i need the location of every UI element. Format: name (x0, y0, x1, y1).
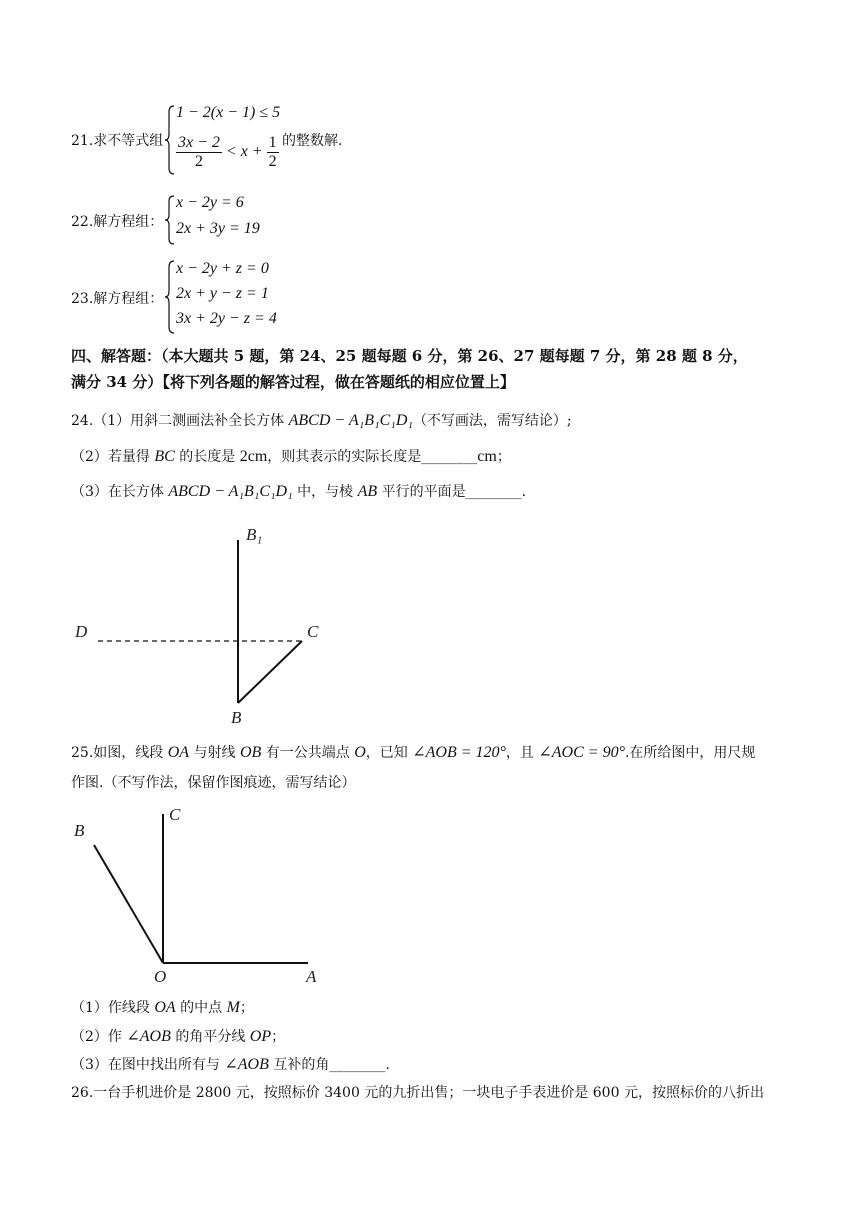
q25-s2-c: ； (271, 1029, 286, 1045)
q24-p2-text-b: 的长度是 (174, 449, 240, 465)
label-c: C (307, 622, 319, 641)
q24-p3-text-b: 中，与棱 (292, 484, 358, 500)
q25-text-e: ，且 (505, 745, 539, 761)
q24-part3 (71, 481, 526, 501)
q25-text-c: 有一公共端点 (261, 745, 355, 761)
q23-eq1: x − 2y + z = 0 (176, 260, 269, 277)
q21-frac1-den: 2 (194, 153, 203, 170)
segment-ob (94, 845, 163, 963)
q24-p2-bc: BC (154, 448, 175, 465)
q25-text-b: 与射线 (189, 745, 240, 761)
section4-heading-line1: 四、解答题：（本大题共 5 题，第 24、25 题每题 6 分，第 26、27 题每题 7 分，第 28 题 8 分， (71, 347, 748, 365)
q24-p1-text-a: 24.（1）用斜二测画法补全长方体 (71, 413, 289, 429)
q24-p2-text-d: ； (496, 449, 511, 465)
q25-s1-oa: OA (154, 999, 176, 1016)
q25-text-d: ，已知 (365, 745, 413, 761)
q25-aob: ∠AOB = 120° (412, 744, 506, 761)
q25-step1 (71, 997, 254, 1017)
q25-step3 (71, 1054, 390, 1074)
q25-s3-a: （3）在图中找出所有与 (71, 1057, 225, 1073)
q21-frac2-num: 1 (268, 134, 277, 151)
q24-p2-text-a: （2）若量得 (71, 449, 155, 465)
q24-p1-math: ABCD − A₁B₁C₁D₁ (288, 412, 413, 429)
q25-text-f: .在所给图中，用尺规 (624, 745, 756, 761)
q25-step2 (71, 1026, 285, 1046)
q24-part2 (71, 446, 511, 466)
edge-bc (238, 641, 302, 703)
q21-frac2-den: 2 (268, 153, 277, 170)
q22-eq1: x − 2y = 6 (176, 194, 244, 211)
q21-prefix: 21.求不等式组 (71, 133, 164, 149)
q25-s1-m: M (226, 999, 240, 1016)
q25-line1 (71, 742, 755, 762)
label-a: A (306, 967, 317, 986)
q25-s2-b: 的角平分线 (170, 1029, 250, 1045)
q25-s1-a: （1）作线段 (71, 1000, 155, 1016)
q24-p3-text-a: （3）在长方体 (71, 484, 169, 500)
q25-s3-aob: ∠AOB (224, 1056, 269, 1073)
q25-s2-op: OP (249, 1028, 272, 1045)
label-b: B (74, 821, 85, 840)
q24-part1 (71, 410, 572, 430)
q25-s1-c: ； (239, 1000, 254, 1016)
q24-p1-text-b: （不写画法，需写结论）; (412, 413, 572, 429)
q24-p3-ab: AB (357, 483, 378, 500)
q24-figure (70, 520, 350, 730)
q26-text: 26.一台手机进价是 2800 元，按照标价 3400 元的九折出售；一块电子手表进价是 600 元，按照标价的八折出 (71, 1085, 764, 1101)
q22-eq2: 2x + 3y = 19 (176, 220, 260, 237)
q21-brace (164, 104, 176, 176)
q23-eq3: 3x + 2y − z = 4 (176, 310, 277, 327)
q25-ob: OB (239, 744, 262, 761)
q24-p3-text-c: 平行的平面是________. (377, 484, 527, 500)
q24-p2-unit: cm (477, 448, 497, 465)
section4-heading-line2: 满分 34 分）【将下列各题的解答过程，做在答题纸的相应位置上】 (71, 373, 515, 391)
q25-line2: 作图.（不写作法，保留作图痕迹，需写结论） (71, 775, 356, 791)
q25-s1-b: 的中点 (175, 1000, 227, 1016)
label-b: B (231, 708, 242, 727)
q21-mid: < x + (225, 143, 263, 161)
q21-line1: 1 − 2(x − 1) ≤ 5 (176, 104, 281, 121)
label-c: C (169, 805, 181, 824)
label-d: D (75, 622, 88, 641)
q23-prefix: 23.解方程组： (71, 291, 164, 307)
q25-oa: OA (167, 744, 190, 761)
q21-suffix: 的整数解. (282, 133, 343, 149)
q25-s2-a: （2）作 (71, 1029, 127, 1045)
q25-s2-aob: ∠AOB (126, 1028, 171, 1045)
q21-line2 (176, 134, 279, 171)
q25-figure (68, 800, 338, 990)
q22-prefix: 22.解方程组： (71, 214, 164, 230)
label-o: O (154, 967, 167, 986)
q23-eq2: 2x + y − z = 1 (176, 285, 269, 302)
q25-aoc: ∠AOC = 90° (538, 744, 625, 761)
q24-p2-text-c: ，则其表示的实际长度是________ (267, 449, 478, 465)
q25-o: O (354, 744, 366, 761)
q22-brace (164, 194, 176, 246)
label-b1: B₁ (246, 525, 263, 544)
q23-brace (164, 259, 176, 335)
q25-s3-b: 互补的角________. (268, 1057, 390, 1073)
q24-p3-math: ABCD − A₁B₁C₁D₁ (168, 483, 293, 500)
q24-p2-len: 2cm (239, 448, 268, 465)
q25-text-a: 25.如图，线段 (71, 745, 168, 761)
q21-frac1-num: 3x − 2 (178, 134, 220, 151)
